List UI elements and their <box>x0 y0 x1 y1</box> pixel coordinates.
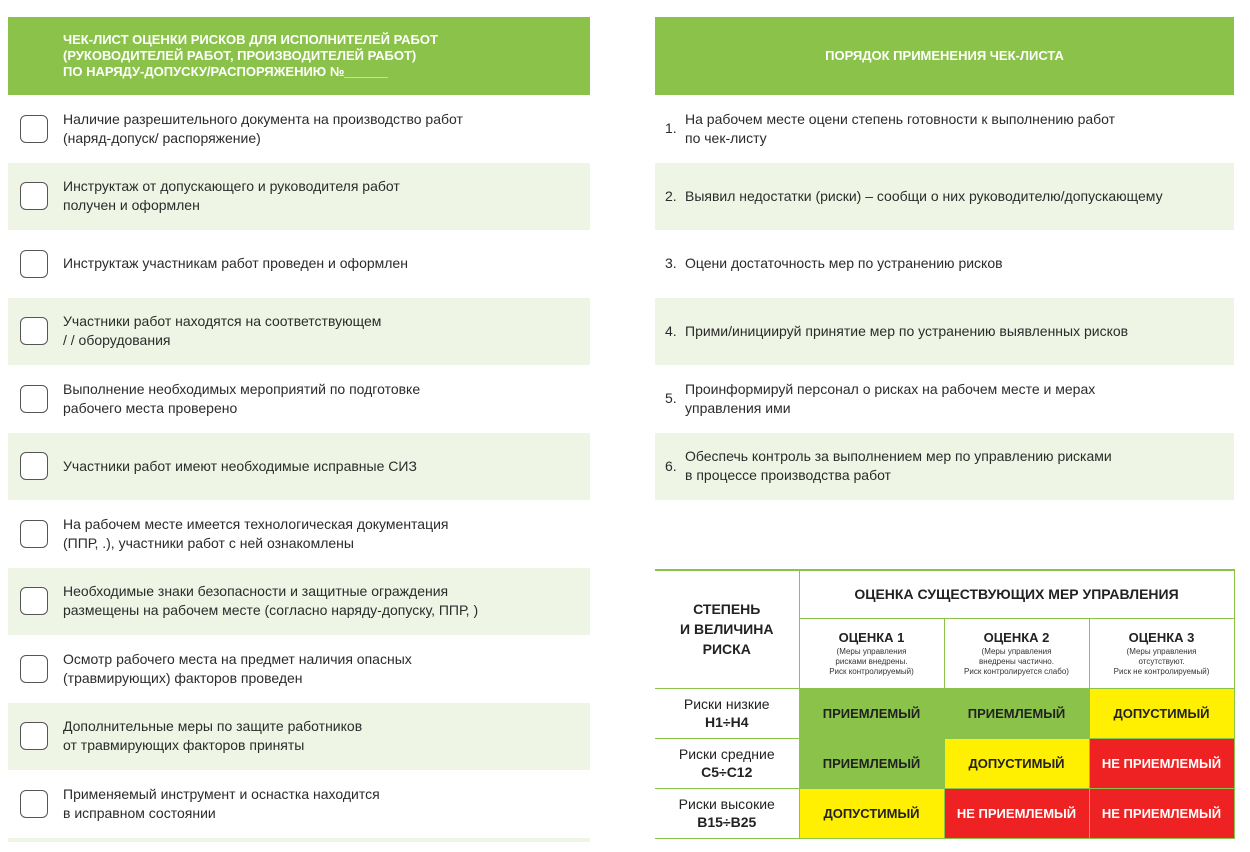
checklist-checkbox[interactable] <box>20 790 48 818</box>
procedure-step-text: Проинформируй персонал о рисках на рабочем месте и мерах управления ими <box>685 380 1096 416</box>
checklist-item <box>8 365 590 433</box>
checklist-item <box>8 703 590 771</box>
matrix-cell: ДОПУСТИМЫЙ <box>1089 688 1234 738</box>
procedure-step-text: На рабочем месте оцени степень готовности к выполнению работ по чек-листу <box>685 110 1116 146</box>
checklist-item-text: Наличие разрешительного документа на производство работ (наряд-допуск/ распоряжение) <box>63 110 463 146</box>
checklist-item-text: Дополнительные меры по защите работников от травмирующих факторов приняты <box>63 718 363 754</box>
estimate-title: ОЦЕНКА 1 <box>838 629 905 645</box>
procedure-step-text: Оцени достаточность мер по устранению рисков <box>685 255 1003 272</box>
checklist-checkbox[interactable] <box>20 182 48 210</box>
matrix-cell: ПРИЕМЛЕМЫЙ <box>799 738 944 788</box>
procedure-step-text: Обеспечь контроль за выполнением мер по управлению рисками в процессе производства работ <box>685 448 1112 484</box>
estimate-3-header <box>1089 618 1234 688</box>
checklist-title-line: ЧЕК-ЛИСТ ОЦЕНКИ РИСКОВ ДЛЯ ИСПОЛНИТЕЛЕЙ РАБОТ <box>63 32 438 47</box>
checklist-item-text: Осмотр рабочего места на предмет наличия опасных (травмирующих) факторов проведен <box>63 650 412 686</box>
estimate-1-header <box>799 618 944 688</box>
checklist-checkbox[interactable] <box>20 520 48 548</box>
checklist-item <box>8 298 590 366</box>
procedure-step-number: 6. <box>665 457 677 474</box>
procedure-step <box>655 95 1234 163</box>
matrix-cell: ДОПУСТИМЫЙ <box>944 738 1089 788</box>
checklist-item-text: На рабочем месте имеется технологическая документация (ППР, .), участники работ с ней ознакомлены <box>63 515 449 551</box>
checklist-panel <box>8 17 590 842</box>
procedure-step-number: 3. <box>665 255 677 272</box>
risk-degree-header: СТЕПЕНЬ И ВЕЛИЧИНА РИСКА <box>655 570 799 688</box>
procedure-step <box>655 365 1234 433</box>
risk-row-low <box>655 688 1234 738</box>
estimate-description: (Меры управления рисками внедрены. Риск контролируемый) <box>829 646 914 676</box>
procedure-step <box>655 163 1234 231</box>
procedure-step-text: Прими/инициируй принятие мер по устранению выявленных рисков <box>685 322 1129 339</box>
checklist-item-text: Участники работ находятся на соответствующем / / оборудования <box>63 313 382 349</box>
checklist-item <box>8 568 590 636</box>
estimate-title: ОЦЕНКА 2 <box>983 629 1050 645</box>
checklist-item <box>8 500 590 568</box>
risk-level-label <box>655 738 799 788</box>
checklist-title-line: ПО НАРЯДУ-ДОПУСКУ/РАСПОРЯЖЕНИЮ №______ <box>63 64 388 79</box>
procedure-step <box>655 298 1234 366</box>
procedure-title: ПОРЯДОК ПРИМЕНЕНИЯ ЧЕК-ЛИСТА <box>825 48 1064 63</box>
checklist-item-text: Необходимые знаки безопасности и защитные ограждения размещены на рабочем месте (согласно наряду-допуску, ППР, ) <box>63 583 479 619</box>
checklist-title <box>63 32 438 80</box>
checklist-title-line: (РУКОВОДИТЕЛЕЙ РАБОТ, ПРОИЗВОДИТЕЛЕЙ РАБОТ) <box>63 48 417 63</box>
checklist-item <box>8 770 590 838</box>
checklist-checkbox[interactable] <box>20 250 48 278</box>
checklist-header <box>8 17 590 95</box>
risk-level-code: С5÷С12 <box>701 764 753 780</box>
risk-level-label <box>655 788 799 838</box>
matrix-cell: ДОПУСТИМЫЙ <box>799 788 944 838</box>
procedure-header <box>655 17 1234 95</box>
checklist-item-text: Инструктаж участникам работ проведен и оформлен <box>63 255 408 272</box>
checklist-item <box>8 230 590 298</box>
checklist-item <box>8 433 590 501</box>
procedure-step-number: 5. <box>665 390 677 407</box>
risk-level-name: Риски высокие <box>678 796 775 812</box>
risk-row-medium <box>655 738 1234 788</box>
checklist-checkbox[interactable] <box>20 317 48 345</box>
checklist-checkbox[interactable] <box>20 587 48 615</box>
risk-level-name: Риски средние <box>678 746 775 762</box>
risk-row-high <box>655 788 1234 838</box>
risk-matrix <box>655 569 1235 839</box>
checklist-item <box>8 635 590 703</box>
checklist-item <box>8 95 590 163</box>
checklist-bottom-strip <box>8 838 590 842</box>
estimate-description: (Меры управления отсутствуют. Риск не контролируемый) <box>1113 646 1210 676</box>
procedure-step-number: 2. <box>665 187 677 204</box>
risk-level-code: В15÷В25 <box>697 814 757 830</box>
matrix-cell: ПРИЕМЛЕМЫЙ <box>799 688 944 738</box>
procedure-step <box>655 230 1234 298</box>
checklist-item-text: Применяемый инструмент и оснастка находится в исправном состоянии <box>63 785 380 821</box>
matrix-cell: ПРИЕМЛЕМЫЙ <box>944 688 1089 738</box>
risk-level-name: Риски низкие <box>683 696 770 712</box>
risk-level-code: Н1÷Н4 <box>705 714 749 730</box>
measures-header: ОЦЕНКА СУЩЕСТВУЮЩИХ МЕР УПРАВЛЕНИЯ <box>799 570 1234 618</box>
estimate-description: (Меры управления внедрены частично. Риск контролируется слабо) <box>964 646 1069 676</box>
procedure-step-text: Выявил недостатки (риски) – сообщи о них руководителю/допускающему <box>685 187 1163 204</box>
checklist-item-text: Участники работ имеют необходимые исправные СИЗ <box>63 457 417 474</box>
procedure-step-number: 4. <box>665 322 677 339</box>
checklist-checkbox[interactable] <box>20 452 48 480</box>
checklist-item-text: Выполнение необходимых мероприятий по подготовке рабочего места проверено <box>63 380 421 416</box>
checklist-checkbox[interactable] <box>20 385 48 413</box>
matrix-cell: НЕ ПРИЕМЛЕМЫЙ <box>1089 738 1234 788</box>
matrix-cell: НЕ ПРИЕМЛЕМЫЙ <box>1089 788 1234 838</box>
checklist-item-text: Инструктаж от допускающего и руководителя работ получен и оформлен <box>63 178 400 214</box>
checklist-checkbox[interactable] <box>20 655 48 683</box>
procedure-panel <box>655 17 1234 500</box>
checklist-item <box>8 163 590 231</box>
risk-level-label <box>655 688 799 738</box>
procedure-step <box>655 433 1234 501</box>
procedure-step-number: 1. <box>665 120 677 137</box>
checklist-checkbox[interactable] <box>20 722 48 750</box>
checklist-checkbox[interactable] <box>20 115 48 143</box>
estimate-2-header <box>944 618 1089 688</box>
estimate-title: ОЦЕНКА 3 <box>1128 629 1195 645</box>
matrix-cell: НЕ ПРИЕМЛЕМЫЙ <box>944 788 1089 838</box>
